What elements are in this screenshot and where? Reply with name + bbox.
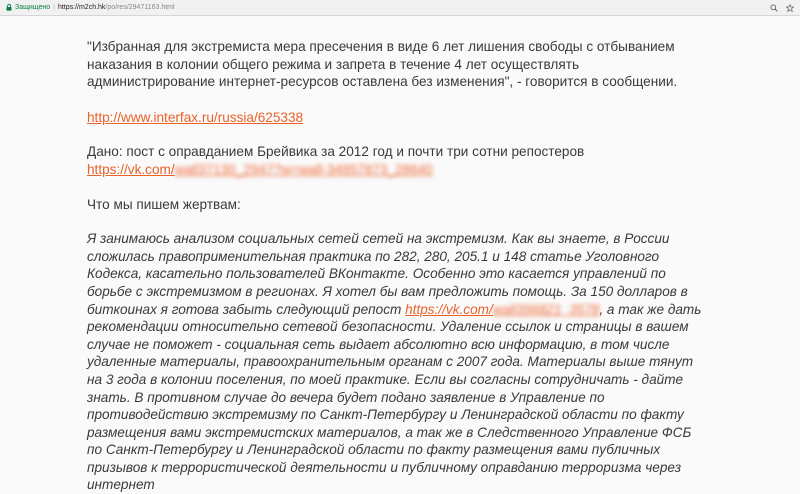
vk-link-redacted: wall37130_2947?w=wall-34957873_28640 <box>174 161 433 177</box>
quote-paragraph: "Избранная для экстремиста мера пресечения в виде 6 лет лишения свободы с отбыванием наказания в колонии общего режима и запрета в течение 4 лет осуществлять администрирование интернет-ресурсов оставлена без изменения", - говорится в сообщении. <box>87 39 678 90</box>
letter-paragraph <box>87 230 707 494</box>
bookmark-star-icon[interactable] <box>786 4 794 12</box>
zoom-icon[interactable] <box>770 4 778 12</box>
address-bar-actions <box>770 4 794 12</box>
vk-link-visible: https://vk.com/ <box>87 161 175 177</box>
letter-text-2: , а так же дать рекомендации относительно сетевой безопасности. Удаление ссылок и страницы в вашем случае не поможет - социальная сеть выдает абсолютно всю информацию, в том числе удаленные материалы, правоохранительным органам с 2007 года. Материалы выше тянут на 3 года в колонии поселения, по моей практике. Если вы согласны сотрудничать - дайте знать. В противном случае до вечера будет подано заявление в Управление по противодействию экстремизму по Санкт-Петербургу и Ленинградской области по факту размещения вами экстремистских материалов, а так же в Следственного Управление ФСБ по Санкт-Петербургу и Ленинградской области по факту размещения вами публичных призывов к террористической деятельности и публичному оправданию терроризма через интернет <box>87 301 702 493</box>
source-paragraph <box>87 109 707 127</box>
letter-link-visible: https://vk.com/ <box>405 301 493 317</box>
section-heading: Что мы пишем жертвам: <box>87 196 241 212</box>
letter-link-redacted: wall396821_3578 <box>492 301 600 317</box>
post-body <box>87 38 707 494</box>
given-text: Дано: пост с оправданием Брейвика за 2012 год и почти три сотни репостеров <box>87 144 585 160</box>
url-separator: | <box>53 4 55 11</box>
letter-text-1: Я занимаюсь анализом социальных сетей сетей на экстремизм. Как вы знаете, в России сложилась правоприменительная практика по 282, 280, 205.1 и 148 статье Уголовного Кодекса, касательно пользователей ВКонтакте. Особенно это касается управлений по борьбе с экстремизмом в регионах. Я хотел бы вам предложить помощь. За 150 долларов в биткоинах я готова забыть следующий репост <box>87 231 688 317</box>
security-indicator[interactable] <box>6 4 53 11</box>
url-host[interactable]: https://m2ch.hk <box>57 4 106 11</box>
lock-icon <box>6 4 12 11</box>
letter-vk-link[interactable] <box>405 302 599 317</box>
vk-post-link[interactable] <box>87 162 433 177</box>
url-path[interactable]: /po/res/29471163.html <box>105 4 175 11</box>
address-bar[interactable] <box>0 0 800 16</box>
source-link[interactable]: http://www.interfax.ru/russia/625338 <box>87 109 304 125</box>
secure-label: Защищено <box>15 4 51 11</box>
given-paragraph <box>87 143 707 178</box>
